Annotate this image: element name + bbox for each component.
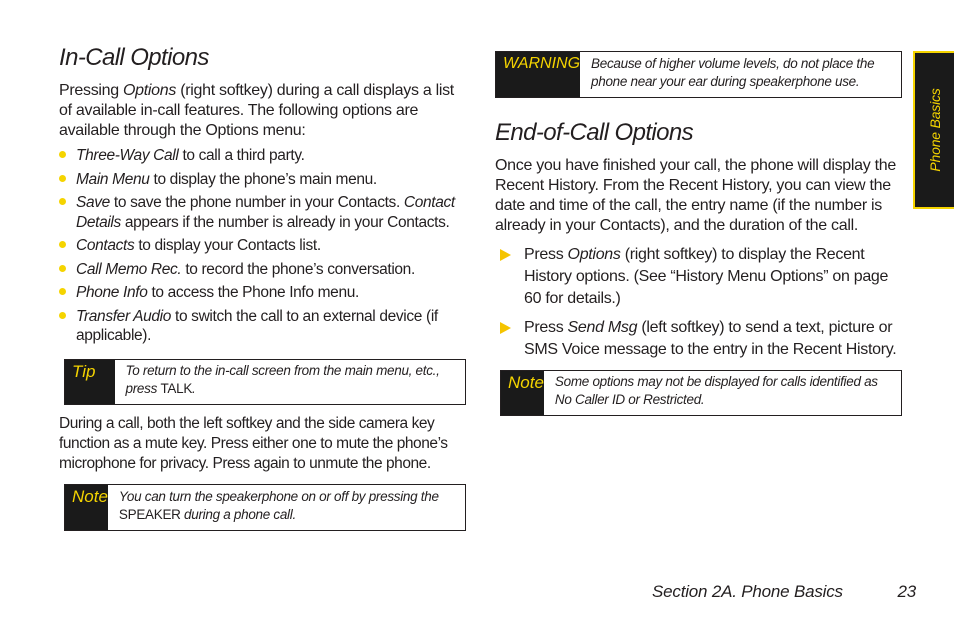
note-label: Note xyxy=(65,485,108,530)
list-item: Main Menu to display the phone’s main menu. xyxy=(59,170,469,190)
talk-key: TALK xyxy=(160,380,193,396)
bullet-icon xyxy=(59,312,66,319)
list-item: Save to save the phone number in your Contacts. Contact Details appears if the number is already in your Contacts. xyxy=(59,193,469,232)
page-number: 23 xyxy=(897,582,916,601)
side-tab-label: Phone Basics xyxy=(926,88,943,172)
in-call-options-list xyxy=(59,146,469,346)
warning-label: WARNING xyxy=(496,52,580,97)
note-text: Some options may not be displayed for calls identified as No Caller ID or Restricted. xyxy=(554,374,878,407)
bullet-icon xyxy=(59,175,66,182)
right-column xyxy=(495,51,905,416)
list-item: Contacts to display your Contacts list. xyxy=(59,236,469,256)
bullet-icon xyxy=(59,151,66,158)
list-item: Press Options (right softkey) to display the Recent History options. (See “History Menu Options” on page 60 for details.) xyxy=(495,244,905,310)
tip-text: To return to the in-call screen from the main menu, etc., press TALK. xyxy=(125,362,440,396)
end-of-call-options-heading: End-of-Call Options xyxy=(495,119,694,146)
note-label: Note xyxy=(501,371,544,415)
options-term: Options xyxy=(123,82,177,99)
tip-callout xyxy=(64,359,466,405)
mute-paragraph: During a call, both the left softkey and the side camera key function as a mute key. Press either one to mute the phone’s microphone for privacy. Press again to unmute the phone. xyxy=(59,414,448,472)
tip-label: Tip xyxy=(65,360,115,404)
bullet-icon xyxy=(59,241,66,248)
arrow-icon xyxy=(500,249,511,261)
list-item: Three-Way Call to call a third party. xyxy=(59,146,469,166)
list-item: Phone Info to access the Phone Info menu. xyxy=(59,283,469,303)
left-column xyxy=(59,44,469,531)
in-call-intro: Pressing Options (right softkey) during a call displays a list of available in-call features. The following options are available through the Options menu: xyxy=(59,82,454,139)
warning-text: Because of higher volume levels, do not place the phone near your ear during speakerphone use. xyxy=(591,56,875,89)
list-item: Call Memo Rec. to record the phone’s conversation. xyxy=(59,260,469,280)
in-call-options-heading: In-Call Options xyxy=(59,44,209,71)
page-footer xyxy=(652,582,916,602)
bullet-icon xyxy=(59,198,66,205)
list-item: Press Send Msg (left softkey) to send a text, picture or SMS Voice message to the entry in the Recent History. xyxy=(495,317,905,361)
arrow-icon xyxy=(500,322,511,334)
speaker-key: SPEAKER xyxy=(118,506,181,522)
section-side-tab xyxy=(913,51,954,209)
note-callout xyxy=(500,370,902,416)
bullet-icon xyxy=(59,288,66,295)
footer-section: Section 2A. Phone Basics xyxy=(652,582,843,601)
end-of-call-paragraph: Once you have finished your call, the phone will display the Recent History. From the Recent History, you can view the date and time of the call, the entry name (if the number is already in your Contacts), and the duration of the call. xyxy=(495,157,896,234)
list-item: Transfer Audio to switch the call to an external device (if applicable). xyxy=(59,307,469,346)
end-of-call-steps xyxy=(495,244,905,361)
warning-callout xyxy=(495,51,902,98)
note-text: You can turn the speakerphone on or off by pressing the SPEAKER during a phone call. xyxy=(118,488,439,522)
note-callout xyxy=(64,484,466,531)
bullet-icon xyxy=(59,265,66,272)
